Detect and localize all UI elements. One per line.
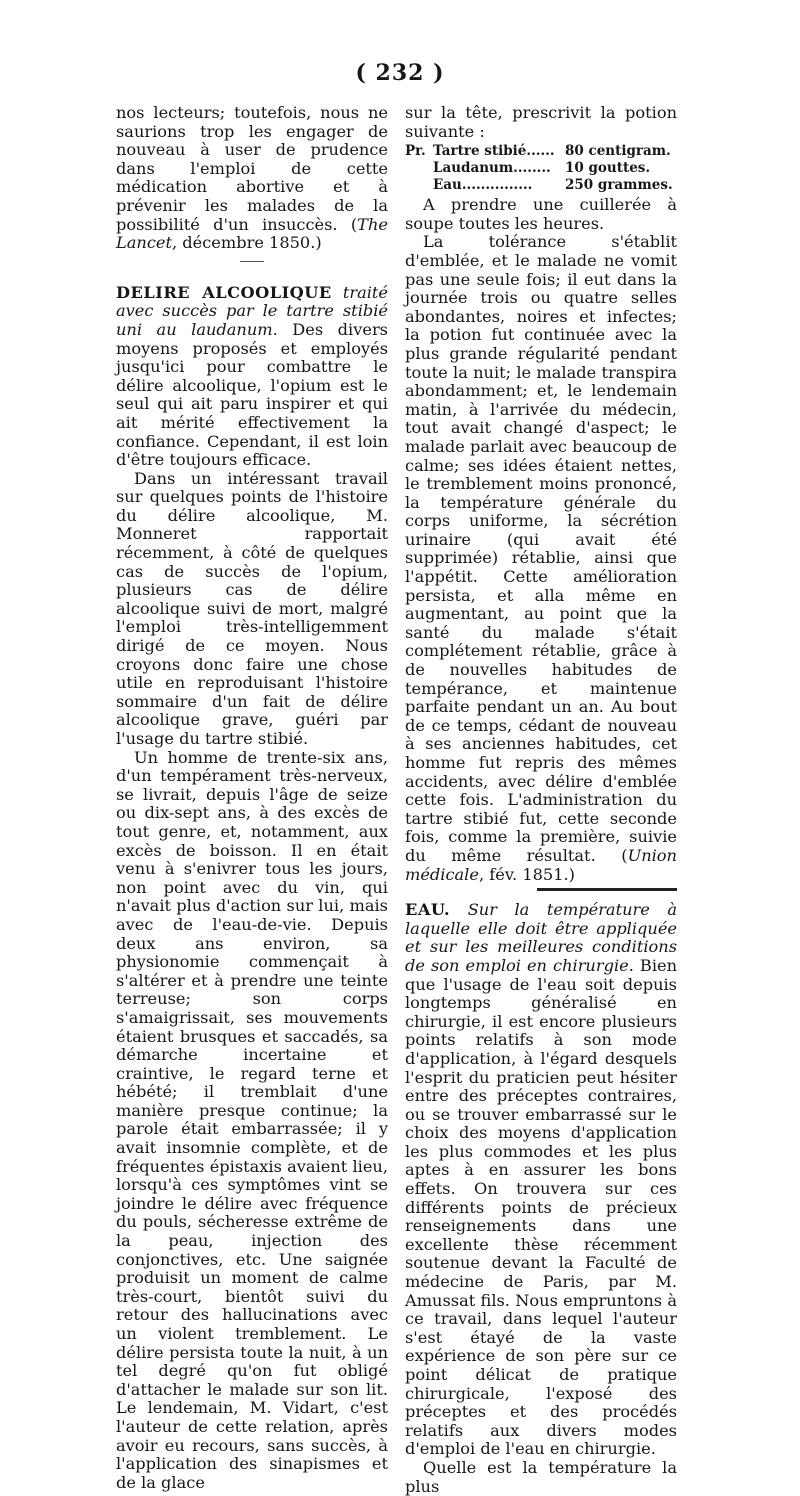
intro-paragraph-text: nos lecteurs; toutefois, nous ne saurions trop les engager de nouveau à user de prudence dans l'emploi de cette médication abortive et à prévenir les malades de la possibilité d'un insuccès. <box>116 103 388 234</box>
paragraph: Quelle est la température la plus <box>405 1457 677 1496</box>
prescription-prefix: Pr. <box>405 143 426 160</box>
prescription-item-amount: 10 gouttes. <box>565 160 651 177</box>
paragraph: sur la tête, prescrivit la potion suivante : <box>405 103 677 141</box>
prescription-item-amount: 80 centigram. <box>565 143 671 160</box>
right-column <box>405 104 677 1496</box>
intro-citation-source: The Lancet <box>116 214 388 253</box>
paragraph: A prendre une cuillerée à soupe toutes les heures. <box>405 195 677 233</box>
citation-source: Union médicale <box>405 845 677 884</box>
prescription-table <box>405 143 677 194</box>
article-heading-eau: EAU. <box>405 900 451 920</box>
article-heading-delire: DELIRE ALCOOLIQUE <box>116 282 332 302</box>
prescription-row <box>405 143 677 160</box>
article-subtitle-delire: traité avec succès par le tartre stibié uni au laudanum. <box>116 282 388 339</box>
prescription-item-name: Laudanum........ <box>433 160 551 177</box>
paragraph: Dans un intéressant travail sur quelques points de l'histoire du délire alcoolique, M. Monneret rapportait récemment, à côté de quelques cas de succès de l'opium, plusieurs cas de délire alcoolique suivi de mort, malgré l'emploi très-intelligemment dirigé de ce moyen. Nous croyons donc faire une chose utile en reproduisant l'histoire sommaire d'un fait de délire alcoolique grave, guéri par l'usage du tartre stibié. <box>116 468 388 748</box>
page-number: ( 232 ) <box>355 60 445 86</box>
spacer <box>116 262 388 284</box>
prescription-row <box>405 177 677 194</box>
left-column <box>116 104 388 1492</box>
prescription-row <box>405 160 677 177</box>
intro-paragraph <box>116 104 388 253</box>
article-subtitle-eau: Sur la température à laquelle elle doit être appliquée et sur les meilleures conditions de son emploi en chirurgie. <box>405 900 677 975</box>
intro-citation-tail: , décembre 1850.) <box>171 233 322 253</box>
prescription-item-name: Eau............... <box>433 177 533 194</box>
delire-article-intro <box>116 284 388 470</box>
paragraph-text: La tolérance s'établit d'emblée, et le malade ne vomit pas une seule fois; il eut dans la journée trois ou quatre selles abondantes, noires et infectes; la potion fut continuée avec la plus grande régularité pendant toute la nuit; le malade transpira abondamment; et, le lendemain matin, à l'arrivée du médecin, tout avait changé d'aspect; le malade parlait avec beaucoup de calme; ses idées étaient nettes, le tremblement moins prononcé, la température générale du corps uniforme, la sécrétion urinaire (qui avait été supprimée) rétablie, ainsi que l'appétit. Cette amélioration persista, et alla même en augmentant, au point que la santé du malade s'était complétement rétablie, grâce à de nouvelles habitudes de tempérance, et maintenue parfaite pendant un an. Au bout de ce temps, cédant de nouveau à ses anciennes habitudes, cet homme fut repris des mêmes accidents, avec délire d'emblée cette fois. L'administration du tartre stibié fut, cette seconde fois, comme la première, suivie du même résultat. <box>405 232 677 865</box>
eau-article-intro <box>405 901 677 1459</box>
prescription-item-name: Tartre stibié...... <box>433 143 555 160</box>
paragraph-with-citation <box>405 233 677 884</box>
citation-tail: , fév. 1851.) <box>478 864 575 884</box>
intro-citation-open: ( <box>350 214 358 234</box>
article-intro-text-eau: Bien que l'usage de l'eau soit depuis longtemps généralisé en chirurgie, il est encore plusieurs points relatifs à son mode d'application, à l'égard desquels l'esprit du praticien peut hésiter entre des préceptes contraires, ou se trouver embarrassé sur le choix des moyens d'application les plus commodes et les plus aptes à en assurer les bons effets. On trouvera sur ces différents points de précieux renseignements dans une excellente thèse récemment soutenue devant la Faculté de médecine de Paris, par M. Amussat fils. Nous empruntons à ce travail, dans lequel l'auteur s'est étayé de la vaste expérience de son père sur ce point délicat de pratique chirurgicale, l'exposé des préceptes et des procédés relatifs aux divers modes d'emploi de l'eau en chirurgie. <box>405 955 677 1459</box>
paragraph: Un homme de trente-six ans, d'un tempérament très-nerveux, se livrait, depuis l'âge de seize ou dix-sept ans, à des excès de tout genre, et, notamment, aux excès de boisson. Il en était venu à s'enivrer tous les jours, non point avec du vin, qui n'avait plus d'action sur lui, mais avec de l'eau-de-vie. Depuis deux ans environ, sa physionomie commençait à s'altérer et à prendre une teinte terreuse; son corps s'amaigrissait, ses mouvements étaient brusques et saccadés, sa démarche incertaine et craintive, le regard terne et hébété; il tremblait d'une manière presque continue; la parole était embarrassée; il y avait insomnie complète, et de fréquentes épistaxis avaient lieu, lorsqu'à ces symptômes vint se joindre le délire avec fréquence du pouls, sécheresse extrême de la peau, injection des conjonctives, etc. Une saignée produisit un moment de calme très-court, bientôt suivi du retour des hallucinations avec un violent tremblement. Le délire persista toute la nuit, à un tel degré qu'on fut obligé d'attacher le malade sur son lit. Le lendemain, M. Vidart, c'est l'auteur de cette relation, après avoir eu recours, sans succès, à l'application des sinapismes et de la glace <box>116 747 388 1492</box>
prescription-item-amount: 250 grammes. <box>565 177 673 194</box>
citation-open: ( <box>621 845 628 865</box>
article-intro-text-delire: Des divers moyens proposés et employés jusqu'ici pour combattre le délire alcoolique, l'opium est le seul qui ait paru inspirer et qui ait mérité effectivement la confiance. Cependant, il est loin d'être toujours efficace. <box>116 319 388 470</box>
